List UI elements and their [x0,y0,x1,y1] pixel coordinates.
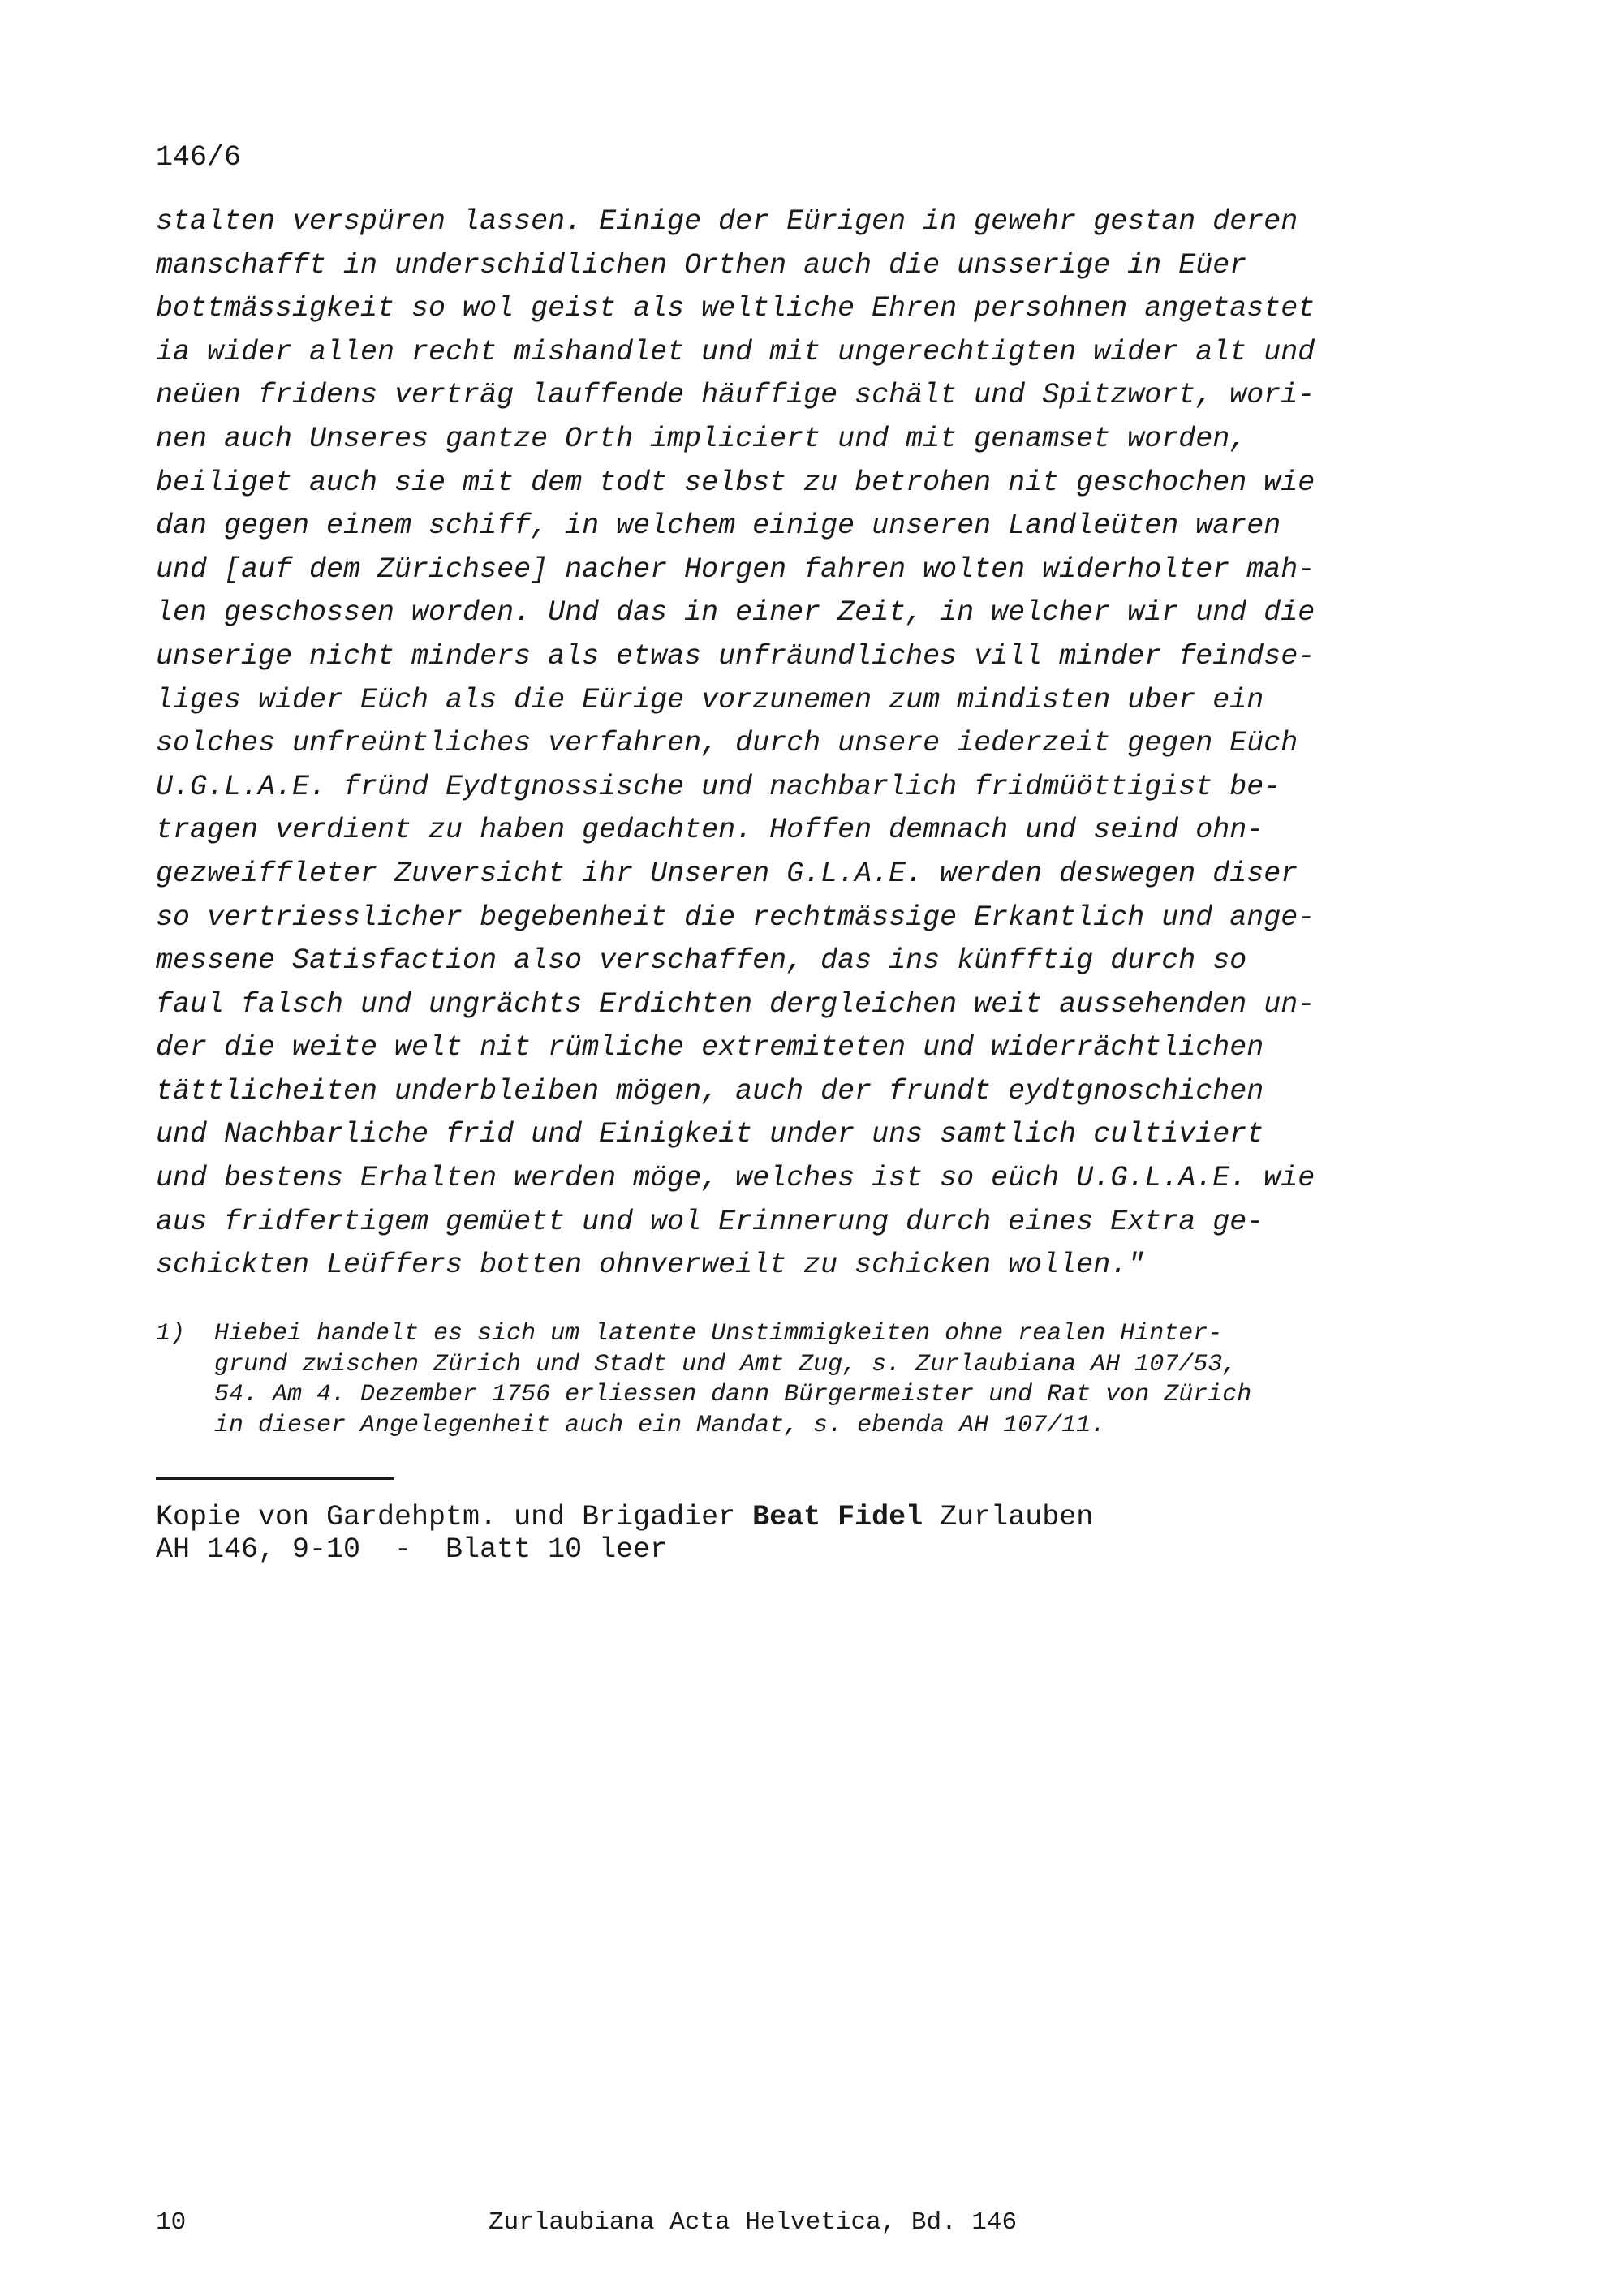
page-id: 146/6 [156,141,242,174]
text-line: neüen fridens verträg lauffende häuffige schält und Spitzwort, wori- [156,379,1315,412]
footnote-body [214,1319,1251,1441]
text-line: und Nachbarliche frid und Einigkeit under uns samtlich cultiviert [156,1118,1264,1151]
text-line: messene Satisfaction also verschaffen, das ins künfftig durch so [156,944,1247,978]
text-line: und [auf dem Zürichsee] nacher Horgen fahren wolten widerholter mah- [156,553,1315,586]
text-line: tättlicheiten underbleiben mögen, auch der frundt eydtgnoschichen [156,1074,1264,1107]
text-line: gezweiffleter Zuversicht ihr Unseren G.L.A.E. werden deswegen diser [156,857,1298,890]
source-name-bold: Beat Fidel [752,1501,923,1533]
text-line: und bestens Erhalten werden möge, welches ist so eüch U.G.L.A.E. wie [156,1162,1315,1195]
text-line: der die weite welt nit rümliche extremiteten und widerrächtlichen [156,1031,1264,1064]
separator-rule [156,1477,394,1480]
text-line: dan gegen einem schiff, in welchem einige unseren Landleüten waren [156,510,1281,543]
text-line: ia wider allen recht mishandlet und mit ungerechtigten wider alt und [156,335,1315,368]
source-note [156,1501,1093,1566]
text-line: so vertriesslicher begebenheit die rechtmässige Erkantlich und ange- [156,901,1315,934]
text-line: liges wider Eüch als die Eürige vorzunemen zum mindisten uber ein [156,683,1264,716]
text-line: manschafft in underschidlichen Orthen auch die unsserige in Eüer [156,248,1247,282]
source-line-2: AH 146, 9-10 - Blatt 10 leer [156,1533,668,1566]
footnote-marker: 1) [156,1320,186,1348]
text-line: U.G.L.A.E. fründ Eydtgnossische und nachbarlich fridmüöttigist be- [156,770,1281,803]
text-line: tragen verdient zu haben gedachten. Hoffen demnach und seind ohn- [156,814,1264,847]
text-line: beiliget auch sie mit dem todt selbst zu betrohen nit geschochen wie [156,466,1315,499]
text-line: unserige nicht minders als etwas unfräundliches vill minder feindse- [156,639,1315,673]
text-line: stalten verspüren lassen. Einige der Eürigen in gewehr gestan deren [156,205,1298,238]
footer-title: Zurlaubiana Acta Helvetica, Bd. 146 [489,2208,1018,2237]
source-line-1 [156,1501,1093,1533]
main-text [156,200,1315,1288]
text-line: nen auch Unseres gantze Orth impliciert und mit genamset worden, [156,422,1247,455]
text-line: schickten Leüffers botten ohnverweilt zu schicken wollen." [156,1249,1145,1282]
text-line: aus fridfertigem gemüett und wol Erinnerung durch eines Extra ge- [156,1205,1264,1238]
footnote-line: grund zwischen Zürich und Stadt und Amt Zug, s. Zurlaubiana AH 107/53, [214,1350,1238,1378]
footer-page-number: 10 [156,2208,187,2237]
footnote-line: 54. Am 4. Dezember 1756 erliessen dann Bürgermeister und Rat von Zürich [214,1381,1252,1409]
footnote-line: in dieser Angelegenheit auch ein Mandat, s. ebenda AH 107/11. [214,1411,1106,1439]
text-line: solches unfreüntliches verfahren, durch unsere iederzeit gegen Eüch [156,727,1298,760]
text-line: bottmässigkeit so wol geist als weltliche Ehren persohnen angetastet [156,292,1315,325]
source-suffix: Zurlauben [923,1501,1094,1533]
footnote-line: Hiebei handelt es sich um latente Unstimmigkeiten ohne realen Hinter- [214,1320,1223,1348]
text-line: faul falsch und ungrächts Erdichten dergleichen weit aussehenden un- [156,987,1315,1021]
text-line: len geschossen worden. Und das in einer Zeit, in welcher wir und die [156,596,1315,630]
source-prefix: Kopie von Gardehptm. und Brigadier [156,1501,753,1533]
